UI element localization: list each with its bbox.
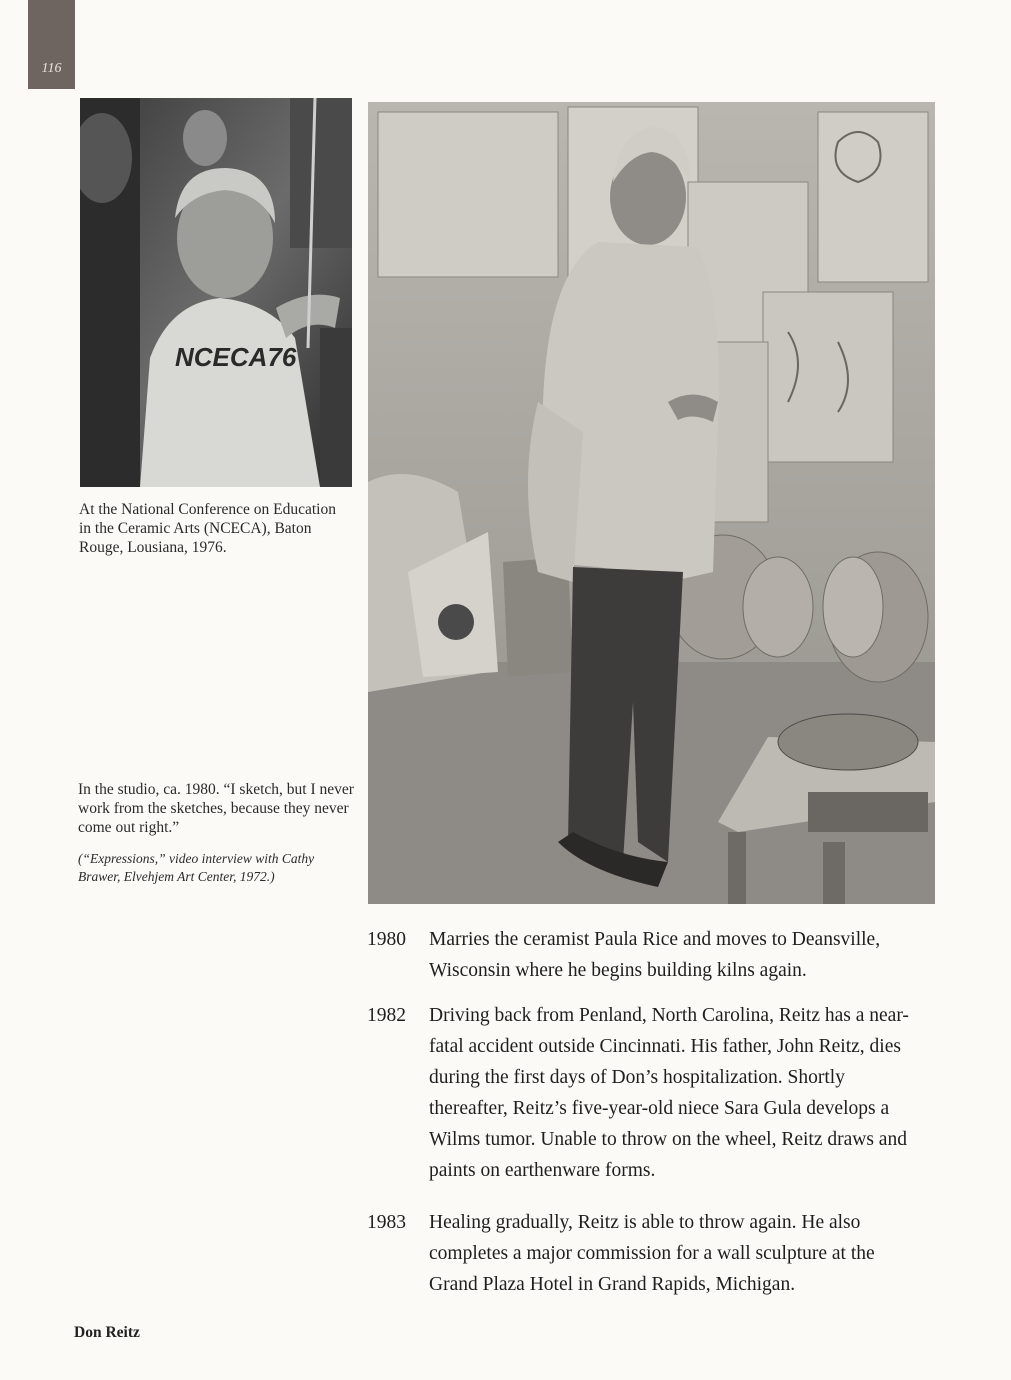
shirt-text: NCECA76 [175, 342, 297, 372]
chronology-year: 1982 [367, 1005, 406, 1026]
page-number: 116 [41, 61, 62, 76]
chronology-text: Healing gradually, Reitz is able to throw again. He also completes a major commission for a wall sculpture at the Grand Plaza Hotel in Grand Rapids, Michigan. [429, 1212, 875, 1295]
page-number-tab [28, 0, 75, 89]
chronology-entry-1982 [367, 1000, 927, 1186]
running-footer: Don Reitz [74, 1324, 140, 1341]
studio-caption: In the studio, ca. 1980. “I sketch, but I never work from the sketches, because they never come out right.” [78, 781, 354, 836]
chronology-year: 1980 [367, 929, 406, 950]
studio-photo [368, 102, 935, 904]
studio-caption-source: (“Expressions,” video interview with Cathy Brawer, Elvehjem Art Center, 1972.) [78, 851, 315, 884]
nceca-photo-image [80, 98, 352, 487]
chronology-text: Marries the ceramist Paula Rice and moves to Deansville, Wisconsin where he begins building kilns again. [429, 929, 881, 981]
chronology-year: 1983 [367, 1212, 406, 1233]
studio-photo-image [368, 102, 935, 904]
nceca-caption: At the National Conference on Education in the Ceramic Arts (NCECA), Baton Rouge, Lousiana, 1976. [79, 501, 336, 556]
chronology-entry-1980 [367, 924, 927, 986]
chronology-text: Driving back from Penland, North Carolina, Reitz has a near-fatal accident outside Cincinnati. His father, John Reitz, dies during the first days of Don’s hospitalization. Shortly thereafter, Reitz’s five-year-old niece Sara Gula develops a Wilms tumor. Unable to throw on the wheel, Reitz draws and paints on earthenware forms. [429, 1005, 909, 1181]
nceca-photo [80, 98, 352, 487]
chronology-entry-1983 [367, 1207, 927, 1300]
